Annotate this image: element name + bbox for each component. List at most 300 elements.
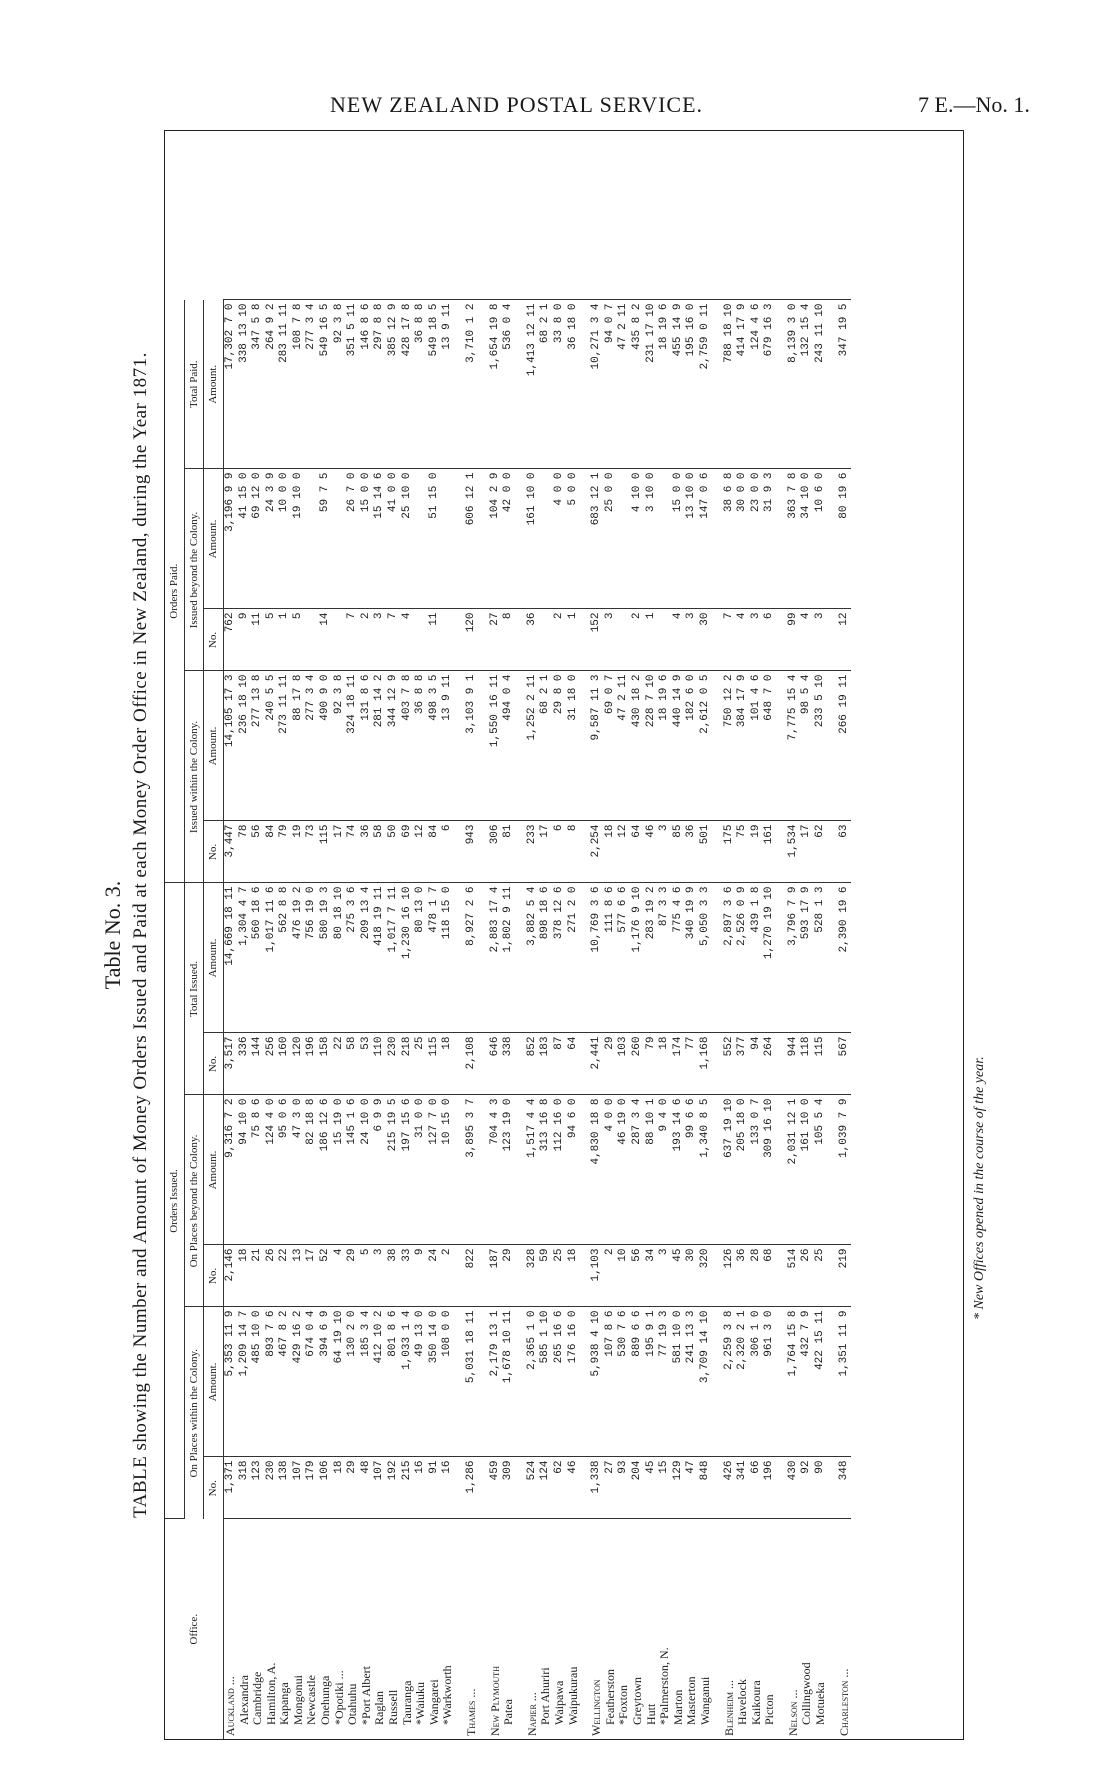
table-cell: 1,340 8 5 bbox=[699, 1095, 713, 1245]
table-cell: 179 bbox=[305, 1457, 319, 1519]
table-row bbox=[373, 131, 387, 1739]
table-cell: 29 bbox=[604, 1033, 618, 1095]
table-cell: 455 14 9 bbox=[672, 300, 686, 469]
table-cell: 69 bbox=[401, 821, 415, 883]
table-cell: 256 bbox=[265, 1033, 279, 1095]
table-cell: 524 bbox=[526, 1457, 540, 1519]
table-cell: 146 8 6 bbox=[360, 300, 374, 469]
table-cell: 29 bbox=[346, 1457, 360, 1519]
table-cell: 25 bbox=[414, 1033, 428, 1095]
table-cell-pad bbox=[278, 131, 292, 300]
table-cell: 8,927 2 6 bbox=[465, 883, 479, 1033]
table-cell: 646 bbox=[489, 1033, 503, 1095]
spacer-cell bbox=[455, 883, 465, 1033]
spacer-cell bbox=[828, 131, 838, 300]
table-cell: 822 bbox=[465, 1245, 479, 1307]
table-cell: 277 3 4 bbox=[305, 300, 319, 469]
table-cell: 66 bbox=[750, 1457, 764, 1519]
table-cell: 514 bbox=[787, 1245, 801, 1307]
table-cell: 552 bbox=[723, 1033, 737, 1095]
table-row bbox=[278, 131, 292, 1739]
spacer-cell bbox=[580, 131, 590, 300]
table-cell: 25 bbox=[814, 1245, 828, 1307]
table-cell: 363 7 8 bbox=[787, 469, 801, 609]
beyond-colony-header: On Places beyond the Colony. bbox=[184, 1095, 204, 1307]
spacer-cell bbox=[455, 1307, 465, 1457]
table-cell: 412 10 2 bbox=[373, 1307, 387, 1457]
spacer-cell bbox=[455, 821, 465, 883]
table-cell: 84 bbox=[428, 821, 442, 883]
table-cell: 98 5 4 bbox=[800, 671, 814, 821]
table-cell: 4 bbox=[672, 609, 686, 671]
spacer-cell bbox=[580, 1245, 590, 1307]
table-cell: 41 15 0 bbox=[238, 469, 252, 609]
table-cell: 195 9 1 bbox=[645, 1307, 659, 1457]
table-cell: 19 10 0 bbox=[292, 469, 306, 609]
footnote: * New Offices opened in the course of the year. bbox=[972, 1056, 987, 1320]
table-cell: 196 bbox=[305, 1033, 319, 1095]
spacer-cell bbox=[455, 469, 465, 609]
table-cell: 241 13 3 bbox=[685, 1307, 699, 1457]
table-cell: 187 bbox=[489, 1245, 503, 1307]
office-name: Napier ... bbox=[524, 1692, 539, 1736]
spacer-cell bbox=[516, 1307, 526, 1457]
spacer-cell bbox=[828, 300, 838, 469]
table-cell: 31 18 0 bbox=[567, 671, 581, 821]
table-cell: 6 9 9 bbox=[373, 1095, 387, 1245]
office-name: Mongonui bbox=[290, 1674, 305, 1725]
table-cell: 18 bbox=[441, 1033, 455, 1095]
table-cell: 377 bbox=[736, 1033, 750, 1095]
table-cell: 378 12 6 bbox=[553, 883, 567, 1033]
table-cell: 195 16 0 bbox=[685, 300, 699, 469]
spacer-cell bbox=[828, 469, 838, 609]
table-row bbox=[553, 131, 567, 1739]
table-cell: 104 2 9 bbox=[489, 469, 503, 609]
table-row bbox=[414, 131, 428, 1739]
table-cell: 36 bbox=[736, 1245, 750, 1307]
spacer-cell bbox=[828, 1457, 838, 1519]
table-cell: 18 bbox=[658, 1033, 672, 1095]
table-row bbox=[251, 131, 265, 1739]
table-cell: 91 bbox=[428, 1457, 442, 1519]
spacer-cell bbox=[580, 671, 590, 821]
table-cell: 78 bbox=[238, 821, 252, 883]
table-cell: 4 bbox=[333, 1245, 347, 1307]
table-cell: 126 bbox=[723, 1245, 737, 1307]
table-cell: 228 7 10 bbox=[645, 671, 659, 821]
spacer-cell bbox=[516, 1457, 526, 1519]
spacer-cell bbox=[777, 883, 787, 1033]
table-cell: 1,517 4 4 bbox=[526, 1095, 540, 1245]
table-cell: 10 bbox=[617, 1245, 631, 1307]
table-cell: 63 bbox=[838, 821, 852, 883]
table-cell: 3 10 0 bbox=[645, 469, 659, 609]
table-cell: 240 5 5 bbox=[265, 671, 279, 821]
table-cell-pad bbox=[292, 131, 306, 300]
table-cell bbox=[305, 469, 319, 609]
table-cell: 264 9 2 bbox=[265, 300, 279, 469]
table-head bbox=[165, 131, 223, 1739]
table-cell: 528 1 3 bbox=[814, 883, 828, 1033]
table-cell: 79 bbox=[645, 1033, 659, 1095]
table-cell: 347 5 8 bbox=[251, 300, 265, 469]
table-cell: 478 1 7 bbox=[428, 883, 442, 1033]
table-cell: 309 16 10 bbox=[763, 1095, 777, 1245]
table-cell: 47 bbox=[685, 1457, 699, 1519]
table-cell: 18 19 6 bbox=[658, 671, 672, 821]
table-cell: 68 2 1 bbox=[539, 300, 553, 469]
table-cell: 944 bbox=[787, 1033, 801, 1095]
table-cell: 18 bbox=[567, 1245, 581, 1307]
spacer-cell bbox=[828, 883, 838, 1033]
table-cell: 3,895 3 7 bbox=[465, 1095, 479, 1245]
spacer-cell bbox=[777, 671, 787, 821]
table-cell: 59 bbox=[539, 1245, 553, 1307]
table-cell-pad bbox=[539, 131, 553, 300]
col-no-header: No. bbox=[204, 1457, 224, 1519]
table-cell-pad bbox=[699, 131, 713, 300]
table-cell: 110 bbox=[373, 1033, 387, 1095]
office-name: Newcastle bbox=[304, 1675, 319, 1725]
table-cell: 549 18 5 bbox=[428, 300, 442, 469]
table-cell: 2,254 bbox=[590, 821, 604, 883]
table-cell: 79 bbox=[278, 821, 292, 883]
table-cell: 233 bbox=[526, 821, 540, 883]
table-cell: 29 bbox=[502, 1245, 516, 1307]
table-row bbox=[645, 131, 659, 1739]
office-name: Onehunga bbox=[318, 1675, 333, 1725]
group-spacer bbox=[580, 131, 590, 1739]
spacer-cell bbox=[828, 609, 838, 671]
table-cell: 2,320 2 1 bbox=[736, 1307, 750, 1457]
table-cell: 2,108 bbox=[465, 1033, 479, 1095]
table-cell: 87 bbox=[553, 1033, 567, 1095]
office-name: Waipawa bbox=[551, 1680, 566, 1725]
table-cell: 494 0 4 bbox=[502, 671, 516, 821]
table-cell-pad bbox=[223, 131, 237, 300]
spacer-cell bbox=[828, 671, 838, 821]
table-cell: 108 0 0 bbox=[441, 1307, 455, 1457]
table-cell: 13 bbox=[292, 1245, 306, 1307]
table-cell: 3 bbox=[373, 609, 387, 671]
table-cell: 27 bbox=[604, 1457, 618, 1519]
office-name: Featherston bbox=[602, 1669, 617, 1725]
table-row bbox=[763, 131, 777, 1739]
col-amount-header: Amount. bbox=[204, 1307, 224, 1457]
paid-within-header: Issued within the Colony. bbox=[184, 671, 204, 883]
col-no-header: No. bbox=[204, 609, 224, 671]
table-cell: 85 bbox=[672, 821, 686, 883]
table-cell: 5 bbox=[265, 609, 279, 671]
table-cell: 318 bbox=[238, 1457, 252, 1519]
orders-paid-header: Orders Paid. bbox=[165, 300, 184, 883]
table-cell: 10 15 0 bbox=[441, 1095, 455, 1245]
table-cell: 348 bbox=[838, 1457, 852, 1519]
table-cell: 562 8 8 bbox=[278, 883, 292, 1033]
table-row bbox=[539, 131, 553, 1739]
table-cell: 429 16 2 bbox=[292, 1307, 306, 1457]
table-cell: 147 0 6 bbox=[699, 469, 713, 609]
table-cell: 118 15 0 bbox=[441, 883, 455, 1033]
table-cell: 215 bbox=[401, 1457, 415, 1519]
table-cell: 1,286 bbox=[465, 1457, 479, 1519]
table-row bbox=[838, 131, 852, 1739]
table-cell: 11 bbox=[428, 609, 442, 671]
table-cell: 124 4 6 bbox=[750, 300, 764, 469]
table-cell: 123 19 0 bbox=[502, 1095, 516, 1245]
table-cell: 74 bbox=[346, 821, 360, 883]
table-row bbox=[346, 131, 360, 1739]
table-cell: 1,017 11 6 bbox=[265, 883, 279, 1033]
table-cell bbox=[658, 609, 672, 671]
table-cell: 36 bbox=[526, 609, 540, 671]
group-spacer bbox=[828, 131, 838, 1739]
table-cell-pad bbox=[360, 131, 374, 300]
table-cell: 347 19 5 bbox=[838, 300, 852, 469]
table-cell: 4 0 0 bbox=[553, 469, 567, 609]
spacer-cell bbox=[580, 821, 590, 883]
table-cell-pad bbox=[441, 131, 455, 300]
table-cell: 648 7 0 bbox=[763, 671, 777, 821]
table-cell: 115 bbox=[814, 1033, 828, 1095]
col-amount-header: Amount. bbox=[204, 1095, 224, 1245]
office-name: Auckland ... bbox=[222, 1676, 237, 1736]
spacer-cell bbox=[828, 1095, 838, 1245]
table-cell: 3,882 5 4 bbox=[526, 883, 540, 1033]
table-cell: 2,031 12 1 bbox=[787, 1095, 801, 1245]
spacer-cell bbox=[455, 1245, 465, 1307]
table-cell: 385 12 9 bbox=[387, 300, 401, 469]
spacer-cell bbox=[479, 300, 489, 469]
table-row bbox=[631, 131, 645, 1739]
table-cell: 6 bbox=[441, 821, 455, 883]
table-cell: 120 bbox=[465, 609, 479, 671]
table-cell: 1,802 9 11 bbox=[502, 883, 516, 1033]
table-cell: 87 3 3 bbox=[658, 883, 672, 1033]
table-cell: 94 0 7 bbox=[604, 300, 618, 469]
table-cell: 26 bbox=[800, 1245, 814, 1307]
table-row bbox=[465, 131, 479, 1739]
table-cell: 1,304 4 7 bbox=[238, 883, 252, 1033]
office-name: Hamilton, A. bbox=[263, 1662, 278, 1725]
table-cell: 775 4 6 bbox=[672, 883, 686, 1033]
office-name: Marton bbox=[670, 1689, 685, 1725]
table-cell: 7,775 15 4 bbox=[787, 671, 801, 821]
table-row bbox=[305, 131, 319, 1739]
table-cell: 432 7 9 bbox=[800, 1307, 814, 1457]
table-cell-pad bbox=[305, 131, 319, 300]
table-cell: 3 bbox=[658, 821, 672, 883]
table-cell: 236 18 10 bbox=[238, 671, 252, 821]
table-cell: 12 bbox=[838, 609, 852, 671]
table-cell: 1,103 bbox=[590, 1245, 604, 1307]
table-cell: 344 12 9 bbox=[387, 671, 401, 821]
table-cell: 1,039 7 9 bbox=[838, 1095, 852, 1245]
table-row bbox=[502, 131, 516, 1739]
table-cell: 3 bbox=[750, 609, 764, 671]
table-cell: 893 7 6 bbox=[265, 1307, 279, 1457]
table-cell: 47 2 11 bbox=[617, 671, 631, 821]
table-cell: 193 14 6 bbox=[672, 1095, 686, 1245]
table-cell: 9 bbox=[238, 609, 252, 671]
table-cell: 27 bbox=[489, 609, 503, 671]
table-cell: 22 bbox=[333, 1033, 347, 1095]
table-cell: 277 13 8 bbox=[251, 671, 265, 821]
table-cell-pad bbox=[838, 131, 852, 300]
total-paid-header: Total Paid. bbox=[184, 300, 204, 469]
table-cell-pad bbox=[502, 131, 516, 300]
table-cell: 440 14 9 bbox=[672, 671, 686, 821]
spacer-cell bbox=[479, 883, 489, 1033]
spacer-cell bbox=[777, 1307, 787, 1457]
table-cell: 16 bbox=[441, 1457, 455, 1519]
table-row bbox=[685, 131, 699, 1739]
table-cell: 350 14 0 bbox=[428, 1307, 442, 1457]
spacer-cell bbox=[777, 1457, 787, 1519]
table-cell: 3,103 9 1 bbox=[465, 671, 479, 821]
spacer-cell bbox=[455, 671, 465, 821]
table-cell: 47 3 0 bbox=[292, 1095, 306, 1245]
spacer-cell bbox=[580, 300, 590, 469]
table-cell: 158 bbox=[319, 1033, 333, 1095]
table-cell bbox=[414, 609, 428, 671]
table-cell: 394 6 9 bbox=[319, 1307, 333, 1457]
office-name: Port Ahuriri bbox=[538, 1667, 553, 1725]
col-amount-header: Amount. bbox=[204, 300, 224, 469]
table-cell: 47 2 11 bbox=[617, 300, 631, 469]
table-cell: 68 bbox=[763, 1245, 777, 1307]
table-cell-pad bbox=[617, 131, 631, 300]
table-cell: 11 bbox=[251, 609, 265, 671]
table-cell: 80 19 6 bbox=[838, 469, 852, 609]
table-cell: 9 bbox=[414, 1245, 428, 1307]
table-cell: 16 bbox=[414, 1457, 428, 1519]
office-name: Patea bbox=[501, 1699, 516, 1725]
table-cell bbox=[333, 469, 347, 609]
table-cell: 107 8 6 bbox=[604, 1307, 618, 1457]
table-cell: 34 10 0 bbox=[800, 469, 814, 609]
table-cell: 2 bbox=[553, 609, 567, 671]
office-name: *Port Albert bbox=[358, 1666, 373, 1725]
table-cell-pad bbox=[685, 131, 699, 300]
spacer-cell bbox=[479, 1033, 489, 1095]
table-cell: 1,654 19 8 bbox=[489, 300, 503, 469]
table-cell: 30 0 0 bbox=[736, 469, 750, 609]
table-cell: 889 6 6 bbox=[631, 1307, 645, 1457]
table-cell-pad bbox=[567, 131, 581, 300]
subheader-row bbox=[204, 131, 224, 1739]
table-cell-pad bbox=[465, 131, 479, 300]
table-cell: 4,830 18 8 bbox=[590, 1095, 604, 1245]
spacer-cell bbox=[713, 1245, 723, 1307]
table-cell: 459 bbox=[489, 1457, 503, 1519]
table-cell: 94 6 0 bbox=[567, 1095, 581, 1245]
table-row bbox=[723, 131, 737, 1739]
office-name: *Foxton bbox=[616, 1684, 631, 1725]
total-issued-header: Total Issued. bbox=[184, 883, 204, 1095]
table-row bbox=[672, 131, 686, 1739]
spacer-cell bbox=[580, 1457, 590, 1519]
table-cell: 93 bbox=[617, 1457, 631, 1519]
table-cell: 340 19 9 bbox=[685, 883, 699, 1033]
office-name: Collingwood bbox=[799, 1662, 814, 1725]
table-cell: 585 1 10 bbox=[539, 1307, 553, 1457]
spacer-cell bbox=[777, 1095, 787, 1245]
table-cell: 17 bbox=[333, 821, 347, 883]
table-cell: 161 10 0 bbox=[526, 469, 540, 609]
spacer-cell bbox=[713, 671, 723, 821]
table-cell: 351 5 11 bbox=[346, 300, 360, 469]
table-cell: 31 9 3 bbox=[763, 469, 777, 609]
table-cell-pad bbox=[251, 131, 265, 300]
table-cell: 7 bbox=[346, 609, 360, 671]
table-cell: 38 6 8 bbox=[723, 469, 737, 609]
table-cell: 94 bbox=[750, 1033, 764, 1095]
table-cell: 51 15 0 bbox=[428, 469, 442, 609]
spacer-cell bbox=[479, 131, 489, 300]
table-cell: 7 bbox=[387, 609, 401, 671]
spacer-cell bbox=[516, 671, 526, 821]
table-cell bbox=[539, 469, 553, 609]
table-cell: 679 16 3 bbox=[763, 300, 777, 469]
spacer-cell bbox=[713, 131, 723, 300]
table-cell: 2 bbox=[360, 609, 374, 671]
table-row bbox=[333, 131, 347, 1739]
table-cell: 414 17 9 bbox=[736, 300, 750, 469]
table-cell: 231 17 10 bbox=[645, 300, 659, 469]
table-cell: 3 bbox=[373, 1245, 387, 1307]
table-cell: 6 bbox=[553, 821, 567, 883]
table-cell: 15 0 0 bbox=[672, 469, 686, 609]
table-cell: 435 8 2 bbox=[631, 300, 645, 469]
table-cell: 2,259 3 8 bbox=[723, 1307, 737, 1457]
table-cell-pad bbox=[736, 131, 750, 300]
table-cell: 108 7 8 bbox=[292, 300, 306, 469]
office-name: Otahuhu bbox=[345, 1683, 360, 1725]
table-cell: 1,371 bbox=[223, 1457, 237, 1519]
table-cell: 338 13 10 bbox=[238, 300, 252, 469]
table-cell: 287 3 4 bbox=[631, 1095, 645, 1245]
table-cell: 106 bbox=[319, 1457, 333, 1519]
table-cell bbox=[441, 609, 455, 671]
table-cell: 12 bbox=[617, 821, 631, 883]
table-cell: 13 9 11 bbox=[441, 671, 455, 821]
table-cell: 2,883 17 4 bbox=[489, 883, 503, 1033]
table-cell bbox=[333, 609, 347, 671]
money-orders-table bbox=[165, 131, 851, 1739]
table-cell: 848 bbox=[699, 1457, 713, 1519]
table-cell: 1,338 bbox=[590, 1457, 604, 1519]
table-cell: 192 bbox=[387, 1457, 401, 1519]
table-cell: 161 10 0 bbox=[800, 1095, 814, 1245]
spacer-cell bbox=[713, 469, 723, 609]
table-cell: 2,897 3 6 bbox=[723, 883, 737, 1033]
spacer-cell bbox=[479, 1457, 489, 1519]
spacer-cell bbox=[479, 821, 489, 883]
table-cell: 801 8 6 bbox=[387, 1307, 401, 1457]
table-row bbox=[658, 131, 672, 1739]
table-cell-pad bbox=[526, 131, 540, 300]
table-cell: 341 bbox=[736, 1457, 750, 1519]
spacer-cell bbox=[713, 1095, 723, 1245]
table-cell: 476 19 2 bbox=[292, 883, 306, 1033]
table-cell: 204 bbox=[631, 1457, 645, 1519]
table-cell: 3,710 1 2 bbox=[465, 300, 479, 469]
table-cell: 1,270 19 10 bbox=[763, 883, 777, 1033]
table-cell: 2,179 13 1 bbox=[489, 1307, 503, 1457]
spacer-cell bbox=[777, 821, 787, 883]
